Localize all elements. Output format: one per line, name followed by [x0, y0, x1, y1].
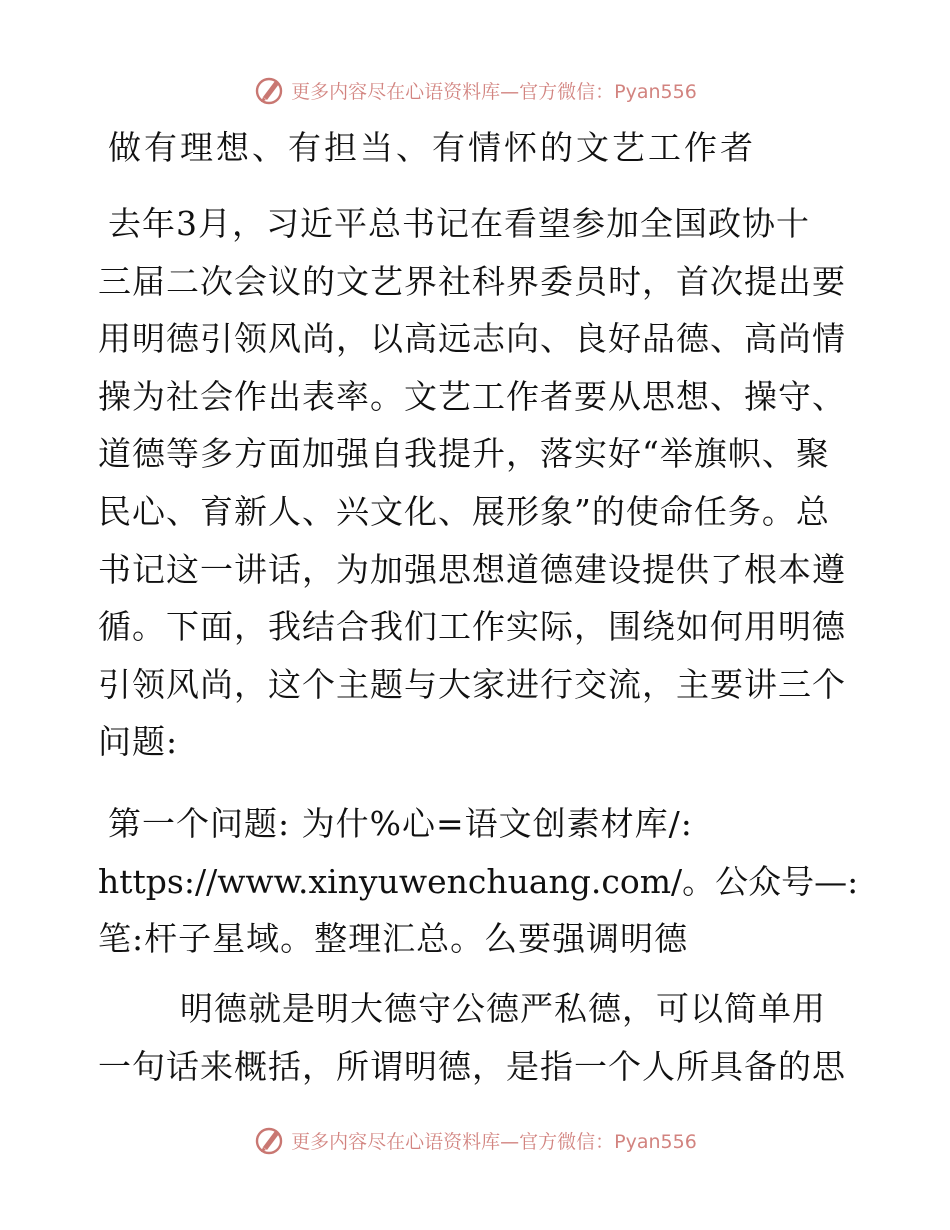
footer-banner-text: 更多内容尽在心语资料库—官方微信：Pyan556	[291, 1130, 697, 1153]
page-title: 做有理想、有担当、有情怀的文艺工作者	[108, 128, 756, 167]
paragraph-line: 道德等多方面加强自我提升，落实好“举旗帜、聚	[98, 434, 830, 474]
paragraph-line: 问题:	[98, 722, 179, 762]
paragraph-line: 笔:杆子星域。整理汇总。么要强调明德	[98, 919, 689, 959]
paragraph-line: 明德就是明大德守公德严私德，可以简单用	[180, 989, 826, 1028]
paragraph-line: 一句话来概括，所谓明德，是指一个人所具备的思	[98, 1046, 846, 1086]
paragraph-2	[98, 795, 858, 968]
pen-circle-logo-icon	[253, 1123, 287, 1157]
paragraph-line: 用明德引领风尚，以高远志向、良好品德、高尚情	[98, 319, 846, 359]
paragraph-line: 第一个问题: 为什%心=语文创素材库/:	[108, 804, 693, 843]
paragraph-1	[98, 195, 858, 771]
paragraph-line: 三届二次会议的文艺界社科界委员时，首次提出要	[98, 261, 846, 301]
header-banner	[0, 72, 950, 108]
paragraph-3	[98, 980, 858, 1095]
paragraph-line: 操为社会作出表率。文艺工作者要从思想、操守、	[98, 376, 846, 416]
paragraph-line: 去年3月，习近平总书记在看望参加全国政协十	[108, 204, 810, 243]
header-banner-text: 更多内容尽在心语资料库—官方微信：Pyan556	[291, 80, 697, 103]
paragraph-line: 民心、育新人、兴文化、展形象”的使命任务。总	[98, 491, 830, 531]
footer-banner	[0, 1122, 950, 1158]
paragraph-line: 循。下面，我结合我们工作实际，围绕如何用明德	[98, 607, 846, 647]
paragraph-line: 书记这一讲话，为加强思想道德建设提供了根本遵	[98, 549, 846, 589]
paragraph-line: 引领风尚，这个主题与大家进行交流，主要讲三个	[98, 664, 846, 704]
url-line: https://www.xinyuwenchuang.com/。公众号—:	[98, 861, 859, 901]
pen-circle-logo-icon	[253, 73, 287, 107]
